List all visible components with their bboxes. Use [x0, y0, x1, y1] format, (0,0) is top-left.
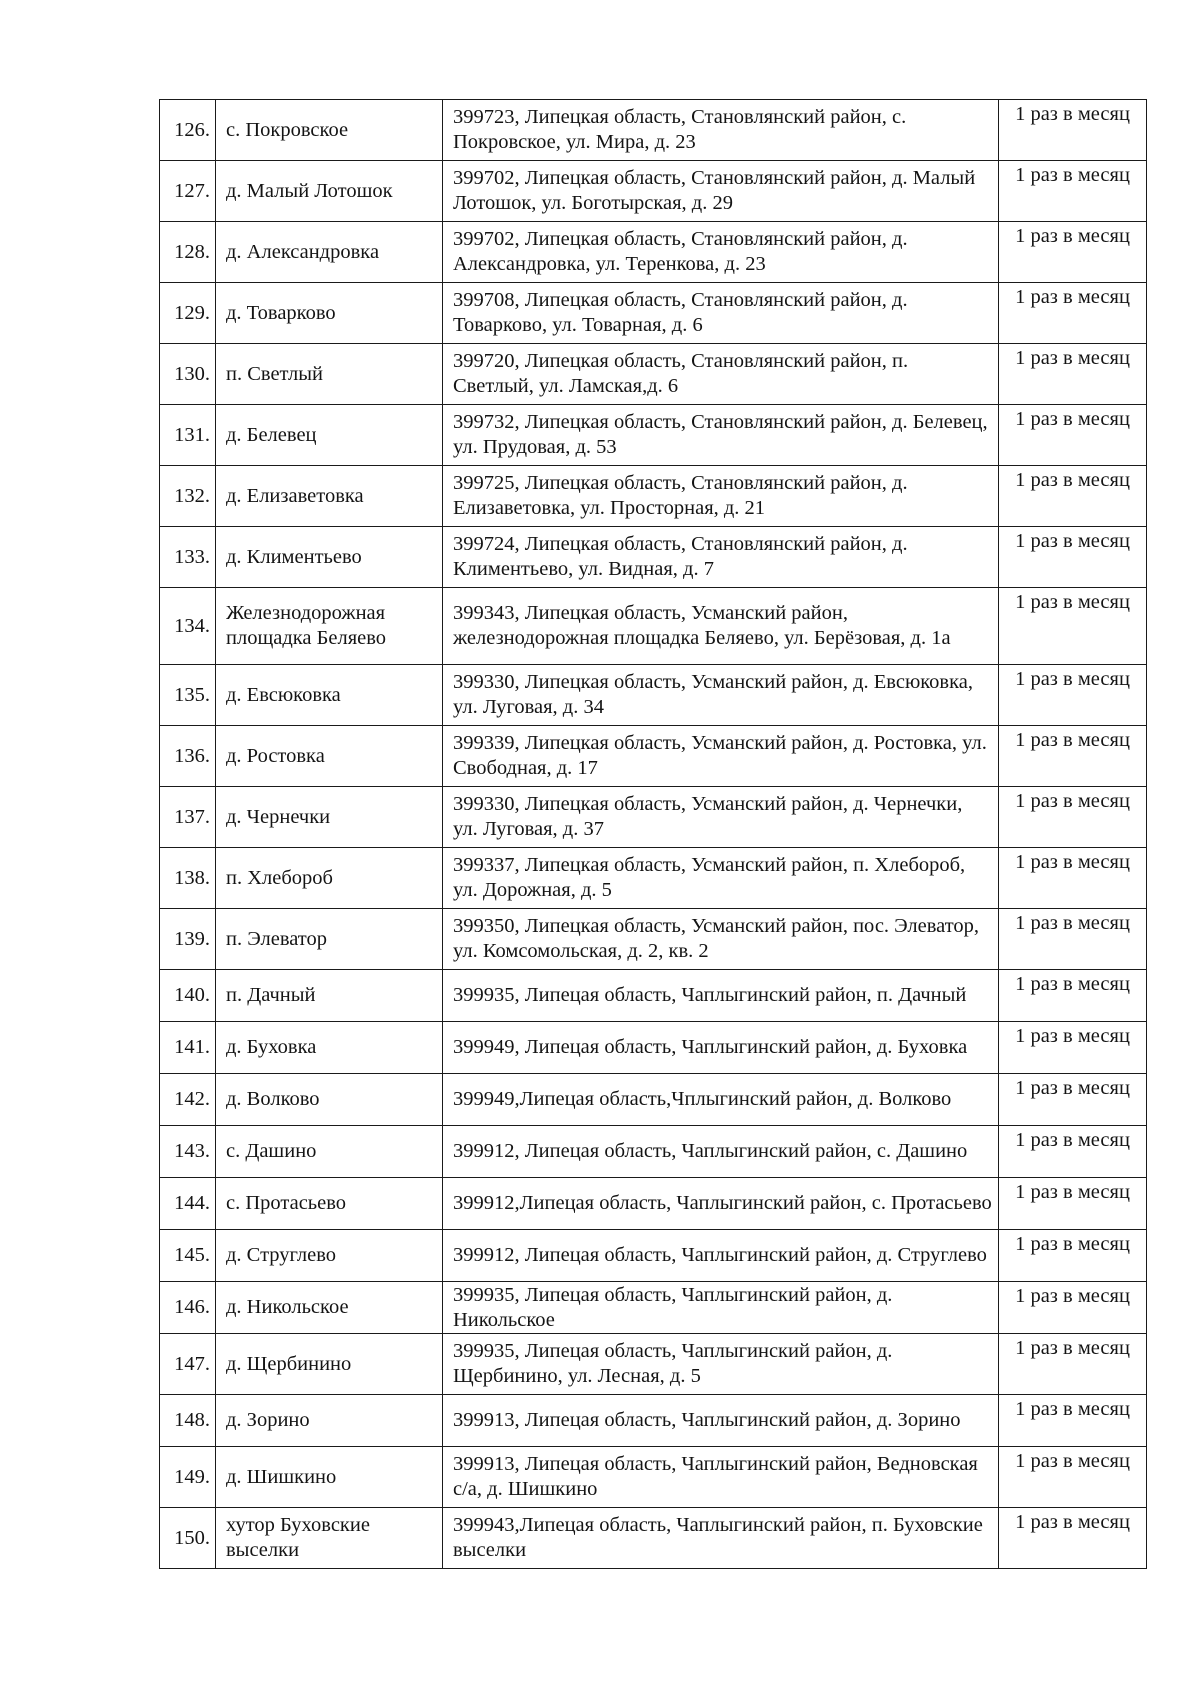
postal-address: 399330, Липецкая область, Усманский район, д. Чернечки, ул. Луговая, д. 37	[443, 787, 999, 848]
postal-address: 399913, Липецая область, Чаплыгинский район, Ведновская с/а, д. Шишкино	[443, 1447, 999, 1508]
table-row	[160, 588, 1147, 665]
visit-frequency: 1 раз в месяц	[999, 588, 1147, 665]
settlement-name: п. Дачный	[216, 970, 443, 1022]
visit-frequency: 1 раз в месяц	[999, 726, 1147, 787]
postal-address: 399343, Липецкая область, Усманский район, железнодорожная площадка Беляево, ул. Берёзовая, д. 1а	[443, 588, 999, 665]
settlements-table	[159, 99, 1147, 1569]
settlement-name: Железнодорожная площадка Беляево	[216, 588, 443, 665]
postal-address: 399337, Липецкая область, Усманский район, п. Хлебороб, ул. Дорожная, д. 5	[443, 848, 999, 909]
row-number: 130.	[160, 344, 216, 405]
table-row	[160, 726, 1147, 787]
row-number: 145.	[160, 1230, 216, 1282]
row-number: 141.	[160, 1022, 216, 1074]
settlement-name: с. Протасьево	[216, 1178, 443, 1230]
postal-address: 399350, Липецкая область, Усманский район, пос. Элеватор, ул. Комсомольская, д. 2, кв. 2	[443, 909, 999, 970]
settlement-name: д. Щербинино	[216, 1334, 443, 1395]
postal-address: 399935, Липецая область, Чаплыгинский район, д. Никольское	[443, 1282, 999, 1334]
postal-address: 399339, Липецкая область, Усманский район, д. Ростовка, ул. Свободная, д. 17	[443, 726, 999, 787]
visit-frequency: 1 раз в месяц	[999, 466, 1147, 527]
postal-address: 399732, Липецкая область, Становлянский район, д. Белевец, ул. Прудовая, д. 53	[443, 405, 999, 466]
table-row	[160, 283, 1147, 344]
visit-frequency: 1 раз в месяц	[999, 100, 1147, 161]
visit-frequency: 1 раз в месяц	[999, 1395, 1147, 1447]
row-number: 135.	[160, 665, 216, 726]
row-number: 146.	[160, 1282, 216, 1334]
row-number: 143.	[160, 1126, 216, 1178]
visit-frequency: 1 раз в месяц	[999, 1074, 1147, 1126]
row-number: 142.	[160, 1074, 216, 1126]
table-row	[160, 787, 1147, 848]
settlement-name: д. Ростовка	[216, 726, 443, 787]
visit-frequency: 1 раз в месяц	[999, 970, 1147, 1022]
table-row	[160, 1334, 1147, 1395]
visit-frequency: 1 раз в месяц	[999, 222, 1147, 283]
postal-address: 399943,Липецая область, Чаплыгинский район, п. Буховские выселки	[443, 1508, 999, 1569]
settlement-name: д. Струглево	[216, 1230, 443, 1282]
row-number: 131.	[160, 405, 216, 466]
row-number: 148.	[160, 1395, 216, 1447]
postal-address: 399912, Липецая область, Чаплыгинский район, с. Дашино	[443, 1126, 999, 1178]
postal-address: 399724, Липецкая область, Становлянский район, д. Климентьево, ул. Видная, д. 7	[443, 527, 999, 588]
visit-frequency: 1 раз в месяц	[999, 1508, 1147, 1569]
settlement-name: д. Буховка	[216, 1022, 443, 1074]
visit-frequency: 1 раз в месяц	[999, 1447, 1147, 1508]
visit-frequency: 1 раз в месяц	[999, 1022, 1147, 1074]
row-number: 138.	[160, 848, 216, 909]
table-row	[160, 527, 1147, 588]
postal-address: 399935, Липецая область, Чаплыгинский район, п. Дачный	[443, 970, 999, 1022]
table-row	[160, 344, 1147, 405]
postal-address: 399912, Липецая область, Чаплыгинский район, д. Струглево	[443, 1230, 999, 1282]
postal-address: 399912,Липецая область, Чаплыгинский район, с. Протасьево	[443, 1178, 999, 1230]
visit-frequency: 1 раз в месяц	[999, 1126, 1147, 1178]
settlement-name: п. Хлебороб	[216, 848, 443, 909]
visit-frequency: 1 раз в месяц	[999, 787, 1147, 848]
row-number: 134.	[160, 588, 216, 665]
table-row	[160, 909, 1147, 970]
visit-frequency: 1 раз в месяц	[999, 1282, 1147, 1334]
visit-frequency: 1 раз в месяц	[999, 527, 1147, 588]
postal-address: 399725, Липецкая область, Становлянский район, д. Елизаветовка, ул. Просторная, д. 21	[443, 466, 999, 527]
table-row	[160, 1230, 1147, 1282]
visit-frequency: 1 раз в месяц	[999, 283, 1147, 344]
visit-frequency: 1 раз в месяц	[999, 665, 1147, 726]
table-row	[160, 848, 1147, 909]
settlement-name: с. Дашино	[216, 1126, 443, 1178]
settlement-name: д. Шишкино	[216, 1447, 443, 1508]
postal-address: 399708, Липецкая область, Становлянский район, д. Товарково, ул. Товарная, д. 6	[443, 283, 999, 344]
settlement-name: д. Чернечки	[216, 787, 443, 848]
table-row	[160, 1508, 1147, 1569]
table-body	[160, 100, 1147, 1569]
visit-frequency: 1 раз в месяц	[999, 1178, 1147, 1230]
settlement-name: д. Евсюковка	[216, 665, 443, 726]
visit-frequency: 1 раз в месяц	[999, 1334, 1147, 1395]
visit-frequency: 1 раз в месяц	[999, 405, 1147, 466]
table-row	[160, 1126, 1147, 1178]
settlement-name: хутор Буховские выселки	[216, 1508, 443, 1569]
row-number: 140.	[160, 970, 216, 1022]
visit-frequency: 1 раз в месяц	[999, 161, 1147, 222]
settlement-name: п. Светлый	[216, 344, 443, 405]
visit-frequency: 1 раз в месяц	[999, 848, 1147, 909]
visit-frequency: 1 раз в месяц	[999, 344, 1147, 405]
table-row	[160, 1282, 1147, 1334]
visit-frequency: 1 раз в месяц	[999, 909, 1147, 970]
settlement-name: д. Зорино	[216, 1395, 443, 1447]
row-number: 136.	[160, 726, 216, 787]
table-row	[160, 1395, 1147, 1447]
postal-address: 399913, Липецая область, Чаплыгинский район, д. Зорино	[443, 1395, 999, 1447]
table-row	[160, 1178, 1147, 1230]
postal-address: 399935, Липецая область, Чаплыгинский район, д. Щербинино, ул. Лесная, д. 5	[443, 1334, 999, 1395]
settlement-name: д. Никольское	[216, 1282, 443, 1334]
row-number: 150.	[160, 1508, 216, 1569]
row-number: 149.	[160, 1447, 216, 1508]
settlement-name: д. Белевец	[216, 405, 443, 466]
postal-address: 399723, Липецкая область, Становлянский район, с. Покровское, ул. Мира, д. 23	[443, 100, 999, 161]
postal-address: 399330, Липецкая область, Усманский район, д. Евсюковка, ул. Луговая, д. 34	[443, 665, 999, 726]
document-page	[159, 99, 1146, 1569]
settlement-name: п. Элеватор	[216, 909, 443, 970]
settlement-name: д. Климентьево	[216, 527, 443, 588]
table-row	[160, 1022, 1147, 1074]
table-row	[160, 970, 1147, 1022]
postal-address: 399702, Липецкая область, Становлянский район, д. Александровка, ул. Теренкова, д. 23	[443, 222, 999, 283]
postal-address: 399949,Липецая область,Чплыгинский район, д. Волково	[443, 1074, 999, 1126]
settlement-name: д. Елизаветовка	[216, 466, 443, 527]
settlement-name: с. Покровское	[216, 100, 443, 161]
postal-address: 399949, Липецая область, Чаплыгинский район, д. Буховка	[443, 1022, 999, 1074]
table-row	[160, 665, 1147, 726]
postal-address: 399702, Липецкая область, Становлянский район, д. Малый Лотошок, ул. Боготырская, д. 29	[443, 161, 999, 222]
row-number: 147.	[160, 1334, 216, 1395]
table-row	[160, 161, 1147, 222]
row-number: 127.	[160, 161, 216, 222]
table-row	[160, 100, 1147, 161]
row-number: 133.	[160, 527, 216, 588]
row-number: 144.	[160, 1178, 216, 1230]
postal-address: 399720, Липецкая область, Становлянский район, п. Светлый, ул. Ламская,д. 6	[443, 344, 999, 405]
table-row	[160, 1447, 1147, 1508]
row-number: 132.	[160, 466, 216, 527]
row-number: 126.	[160, 100, 216, 161]
visit-frequency: 1 раз в месяц	[999, 1230, 1147, 1282]
settlement-name: д. Товарково	[216, 283, 443, 344]
settlement-name: д. Малый Лотошок	[216, 161, 443, 222]
row-number: 137.	[160, 787, 216, 848]
settlement-name: д. Александровка	[216, 222, 443, 283]
table-row	[160, 1074, 1147, 1126]
table-row	[160, 466, 1147, 527]
row-number: 139.	[160, 909, 216, 970]
row-number: 129.	[160, 283, 216, 344]
settlement-name: д. Волково	[216, 1074, 443, 1126]
table-row	[160, 222, 1147, 283]
table-row	[160, 405, 1147, 466]
row-number: 128.	[160, 222, 216, 283]
